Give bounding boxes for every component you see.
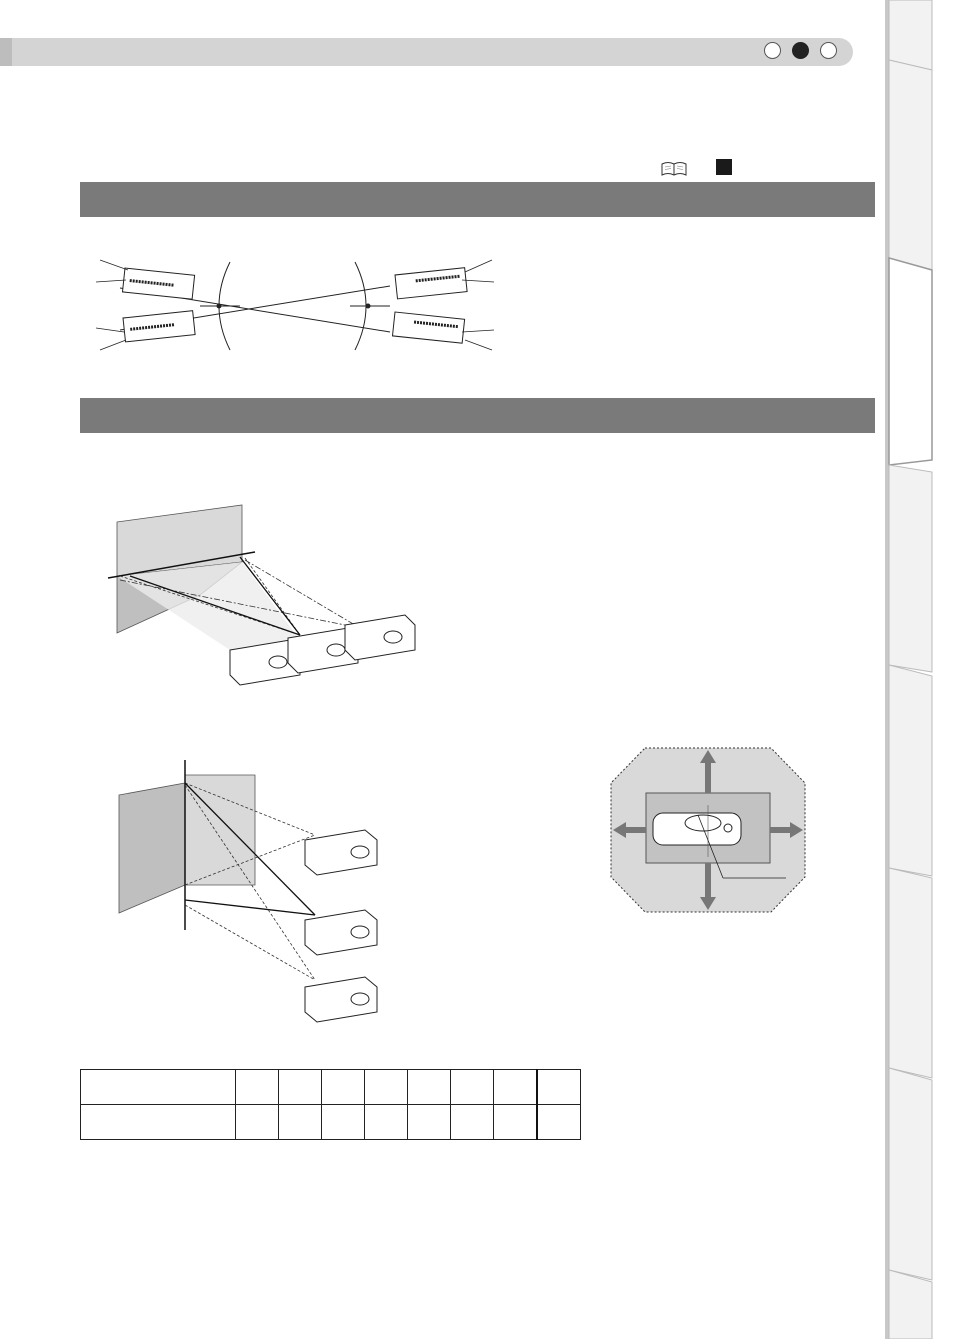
- table-cell: [236, 1105, 279, 1140]
- table-row: [81, 1070, 581, 1105]
- table-cell: [322, 1070, 365, 1105]
- page-indicator-dot-1: [764, 42, 781, 59]
- page-indicator-dot-3: [820, 42, 837, 59]
- projector-horizontal-shift-illustration: [110, 755, 390, 1035]
- table-cell: [494, 1105, 538, 1140]
- projector-tilt-illustration: [90, 250, 500, 360]
- table-cell: [408, 1105, 451, 1140]
- table-row-header: [81, 1070, 236, 1105]
- table-cell: [322, 1105, 365, 1140]
- section-bar-2: [80, 398, 875, 433]
- table-cell: [236, 1070, 279, 1105]
- table-cell: [494, 1070, 538, 1105]
- page-header-bar: [0, 38, 853, 66]
- projector-vertical-shift-illustration: [100, 500, 420, 690]
- table-row: [81, 1105, 581, 1140]
- table-cell: [451, 1070, 494, 1105]
- section-bar-1: [80, 182, 875, 217]
- page-header-edge: [0, 38, 12, 66]
- table-cell: [537, 1070, 581, 1105]
- table-cell: [451, 1105, 494, 1140]
- book-icon: [660, 161, 688, 177]
- table-cell: [537, 1105, 581, 1140]
- spec-table: [80, 1069, 581, 1140]
- table-cell: [279, 1105, 322, 1140]
- table-cell: [365, 1070, 408, 1105]
- table-cell: [408, 1070, 451, 1105]
- chapter-side-tabs: [884, 0, 954, 1339]
- black-square-icon: [716, 159, 732, 175]
- table-cell: [365, 1105, 408, 1140]
- page-indicator-dot-2: [792, 42, 809, 59]
- table-cell: [279, 1070, 322, 1105]
- table-row-header: [81, 1105, 236, 1140]
- lens-shift-range-illustration: [608, 745, 808, 915]
